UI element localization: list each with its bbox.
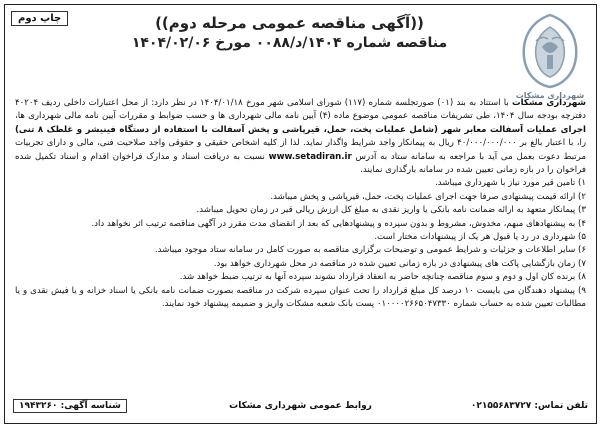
list-item: ۷) زمان بازگشایی پاکت های پیشنهادی در بازه زمانی تعیین شده در مناقصه در محل شهرداری خواهد بود. [213,258,586,269]
contact-phone [471,401,588,411]
list-item: ۶) سایر اطلاعات و جزئیات و شرایط عمومی و توضیحات برگزاری مناقصه به صورت کامل در سامانه ستاد موجود میباشد. [154,245,586,256]
list-item: ۹) پیشنهاد دهندگان می بایست ۱۰ درصد کل مبلغ قرارداد را تحت عنوان سپرده شرکت در مناقصه بصورت ضمانت نامه بانکی یا اسناد خزانه و یا فیش نقدی و یا مطالبات تعیین شده به حساب شماره ۰۱۰۰۰۰۲۶۶۵۰۴۷۳۳۰ پست بانک شعبه مشکات واریز و ضمیمه پیشنهاد خود نمایند. [15,285,586,310]
ad-code-badge [13,399,127,413]
list-item: ۳) پیمانکار متعهد به ارائه ضمانت نامه بانکی یا واریز نقدی به مبلغ کل ارزش ریالی قیر در زمان تحویل میباشد. [196,205,586,216]
notice-body [15,97,586,312]
headline-tender-number: مناقصه شماره ۱۴۰۴/د/۰۰۸۸ مورخ ۱۴۰۴/۰۲/۰۶ [131,35,448,51]
public-relations-signature: روابط عمومی شهرداری مشکات [229,401,372,411]
ad-code-value: ۱۹۴۳۲۶۰ [19,401,58,411]
ad-code-label: شناسه آگهی: [60,401,121,411]
list-item: ۱) تامین قیر مورد نیاز با شهرداری میباشد. [435,178,586,189]
notice-footer [13,401,588,417]
phone-label: تلفن تماس: [534,401,588,411]
list-item: ۴) به پیشنهادهای مبهم، مخدوش، مشروط و بدون سپرده و پیشنهادهایی که بعد از انقضای مدت مقرر در آگهی مناقصه ترتیب اثر نخواهد داد. [91,218,586,229]
organization-name: شهرداری مشکات [511,98,586,108]
intro-text-d: نسبت به دریافت اسناد و مدارک فراخوان اقدام و اسناد تکمیل شده فراخوان را در بازه زمانی تعیین شده در سامانه بارگذاری نمایند. [15,151,586,176]
intro-text-b: را، با اعتبار بالغ بر ۴۰/۰۰۰/۰۰۰/۰۰۰ ریال به پیمانکار واجد شرایط واگذار نماید. [302,138,587,149]
notice-frame [4,4,597,424]
tender-subject: اجرای عملیات آسفالت معابر شهر (شامل عملیات پخت، حمل، قیرپاشی و پخش آسفالت با استفاده از دستگاه فینیشر و غلطک ۸ تنی) [15,124,586,135]
intro-text-c: لذا از کلیه اشخاص حقیقی و حقوقی واجد صلاحیت فنی، مالی و دارای تجربیات مرتبط دعوت بعمل می آید با مراجعه به سامانه ستاد به آدرس [15,138,586,162]
logo-icon [512,11,588,101]
municipality-logo [512,11,588,101]
headline [75,13,504,53]
list-item: ۲) ارائه قیمت پیشنهادی صرفا جهت اجرای عملیات پخت، حمل، قیرپاشی و پخش میباشد. [270,191,586,202]
intro-text-a: با استناد به بند (۰۱) صورتجلسه شماره (۱۱۷) شورای اسلامی شهر مورخ ۱۴۰۴/۰۱/۱۸ در نظر دارد: از محل اعتبارات داخلی ردیف ۴۰۲۰۴ دفترچه بودجه سال ۱۴۰۴، طی تشریفات مناقصه عمومی موضوع ماده (۴) آیین نامه مالی شهرداری ها و حسب ضوابط و مقررات آیین نامه مالی شهرداری ها، [15,98,586,122]
list-item: ۸) برنده کان اول و دوم و سوم مناقصه چنانچه حاضر به انعقاد قرارداد نشوند سپرده آنها به ترتیب ضبط خواهد شد. [179,272,586,283]
svg-text:شهرداری مشکات: شهرداری مشکات [515,91,585,100]
phone-number: ۰۲۱۵۵۶۸۳۷۲۷ [470,401,532,411]
conditions-list [15,177,586,311]
headline-title: ((آگهی مناقصه عمومی مرحله دوم)) [155,14,424,32]
setad-url-link[interactable]: www.setadiran.ir [268,151,352,162]
list-item: ۵) شهرداری در رد یا قبول هر یک از پیشنهادات مختار است. [374,232,586,243]
edition-badge: چاپ دوم [11,11,68,26]
intro-paragraph [15,97,586,177]
